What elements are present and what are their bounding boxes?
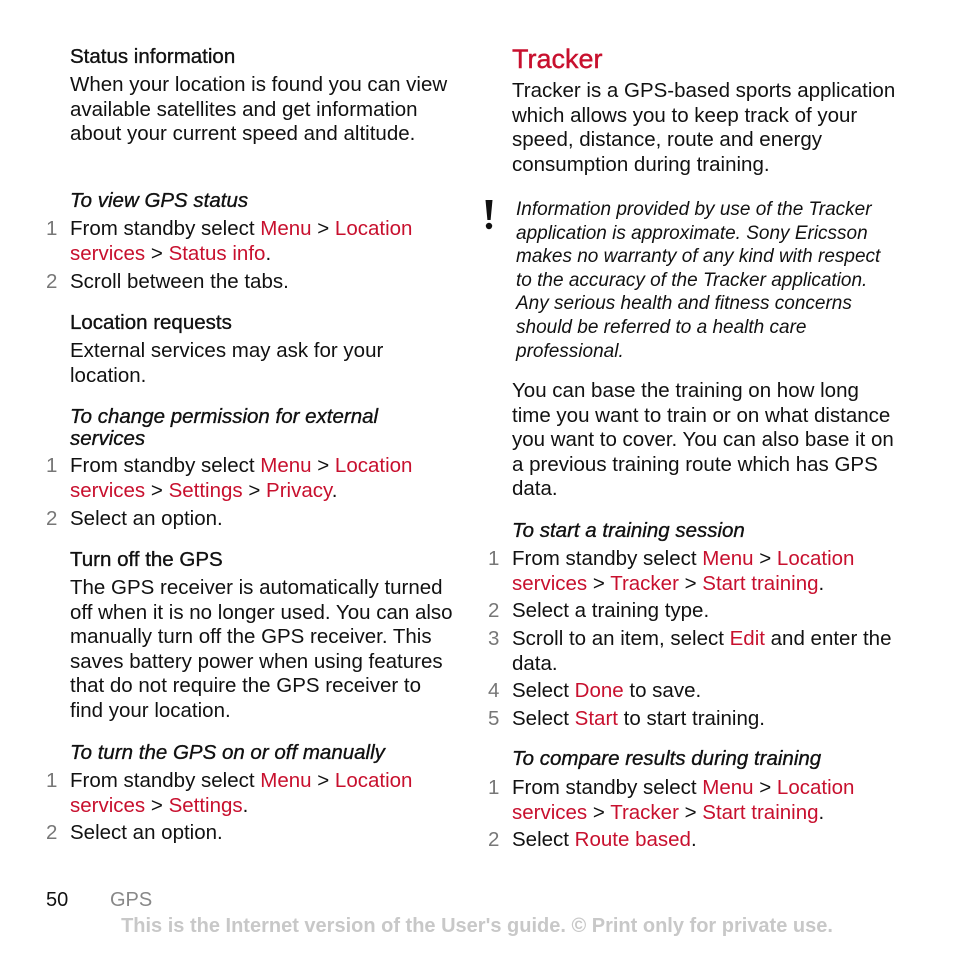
- training-base-text: You can base the training on how long time you want to train or on what distance you want to cover. You can also base it on a previous training route which has GPS data.: [512, 379, 894, 500]
- separator: >: [145, 241, 169, 265]
- period: .: [265, 241, 272, 265]
- step-text: From standby select: [70, 217, 261, 240]
- location-link[interactable]: Location: [334, 454, 413, 477]
- view-gps-status-heading: To view GPS status: [70, 189, 249, 212]
- compare-results-heading: To compare results during training: [512, 747, 822, 770]
- menu-link[interactable]: Menu: [260, 454, 312, 477]
- route-based-link[interactable]: Route based: [574, 828, 691, 851]
- step-number: 1: [46, 454, 58, 477]
- privacy-link[interactable]: Privacy: [266, 478, 332, 502]
- step-number: 2: [46, 270, 58, 293]
- separator: >: [242, 478, 267, 502]
- page-number: 50: [46, 889, 69, 911]
- status-information-heading: Status information: [70, 45, 236, 68]
- start-link[interactable]: Start: [574, 707, 618, 730]
- step-number: 2: [46, 507, 58, 530]
- step-number: 5: [488, 707, 500, 730]
- step-number: 3: [488, 627, 500, 650]
- change-permission-heading: To change permission for external services: [70, 405, 379, 450]
- separator: >: [145, 793, 169, 817]
- step-text: Select: [512, 679, 575, 702]
- step-number: 1: [488, 547, 500, 570]
- step-text: From standby select: [512, 776, 703, 799]
- turn-off-gps-text: The GPS receiver is automatically turned off when it is no longer used. You can also manually turn off the GPS receiver. This saves battery power when using features that do not require the GPS receiver to find your location.: [70, 576, 453, 722]
- step-number: 1: [46, 217, 58, 240]
- tracker-intro: Tracker is a GPS-based sports application which allows you to keep track of your speed, distance, route and energy consumption during training.: [512, 79, 896, 176]
- separator: >: [678, 571, 703, 595]
- menu-link[interactable]: Menu: [702, 776, 754, 799]
- period: .: [331, 478, 338, 502]
- separator: >: [678, 800, 703, 824]
- step-text: From standby select: [70, 769, 261, 792]
- tracker-title: Tracker: [512, 44, 603, 74]
- location-requests-heading: Location requests: [70, 311, 232, 334]
- separator: >: [753, 547, 777, 570]
- tracker-link[interactable]: Tracker: [610, 800, 679, 824]
- done-link[interactable]: Done: [574, 679, 624, 702]
- step-text: From standby select: [70, 454, 261, 477]
- period: .: [690, 828, 697, 851]
- menu-link[interactable]: Menu: [260, 217, 312, 240]
- tracker-disclaimer-note: Information provided by use of the Tracker application is approximate. Sony Ericsson makes no warranty of any kind with respect to the accuracy of the Tracker application. Any serious health and fitness concerns should be referred to a health care professional.: [516, 199, 881, 362]
- separator: >: [587, 571, 611, 595]
- start-training-link[interactable]: Start training: [702, 800, 819, 824]
- exclamation-icon: [482, 199, 496, 231]
- status-info-link[interactable]: Status info: [168, 241, 266, 265]
- step-number: 1: [488, 776, 500, 799]
- step-number: 4: [488, 679, 500, 702]
- settings-link[interactable]: Settings: [168, 478, 243, 502]
- step-text: Select an option.: [70, 507, 223, 530]
- separator: >: [587, 800, 611, 824]
- step-number: 2: [488, 828, 500, 851]
- separator: >: [753, 776, 777, 799]
- internet-version-notice: This is the Internet version of the User's guide. © Print only for private use.: [121, 915, 833, 937]
- location-link[interactable]: Location: [334, 217, 413, 240]
- services-link[interactable]: services: [70, 241, 146, 265]
- step-number: 2: [488, 599, 500, 622]
- location-link[interactable]: Location: [776, 547, 855, 570]
- section-name: GPS: [110, 889, 153, 911]
- separator: >: [311, 454, 335, 477]
- services-link[interactable]: services: [70, 793, 146, 817]
- step-text: Select a training type.: [512, 599, 710, 622]
- step-text: to save.: [623, 679, 702, 702]
- edit-link[interactable]: Edit: [729, 627, 765, 650]
- location-link[interactable]: Location: [776, 776, 855, 799]
- period: .: [818, 800, 825, 824]
- step-text: Scroll to an item, select: [512, 627, 730, 650]
- step-text: Scroll between the tabs.: [70, 270, 289, 293]
- separator: >: [311, 769, 335, 792]
- step-text: Select: [512, 707, 575, 730]
- step-text: Select an option.: [70, 821, 223, 844]
- settings-link[interactable]: Settings: [168, 793, 243, 817]
- services-link[interactable]: services: [512, 800, 588, 824]
- location-link[interactable]: Location: [334, 769, 413, 792]
- step-text: From standby select: [512, 547, 703, 570]
- start-training-link[interactable]: Start training: [702, 571, 819, 595]
- step-text: to start training.: [617, 707, 765, 730]
- turn-gps-on-off-heading: To turn the GPS on or off manually: [70, 741, 385, 764]
- status-information-text: When your location is found you can view available satellites and get information about your current speed and altitude.: [70, 73, 448, 145]
- step-number: 1: [46, 769, 58, 792]
- services-link[interactable]: services: [70, 478, 146, 502]
- separator: >: [145, 478, 169, 502]
- step-text: Select: [512, 828, 575, 851]
- separator: >: [311, 217, 335, 240]
- tracker-link[interactable]: Tracker: [610, 571, 679, 595]
- services-link[interactable]: services: [512, 571, 588, 595]
- location-requests-text: External services may ask for your location.: [70, 339, 384, 387]
- step-text: and enter the data.: [512, 627, 892, 675]
- step-number: 2: [46, 821, 58, 844]
- menu-link[interactable]: Menu: [260, 769, 312, 792]
- menu-link[interactable]: Menu: [702, 547, 754, 570]
- turn-off-gps-heading: Turn off the GPS: [70, 548, 223, 571]
- period: .: [818, 571, 825, 595]
- start-training-heading: To start a training session: [512, 519, 745, 542]
- period: .: [242, 793, 249, 817]
